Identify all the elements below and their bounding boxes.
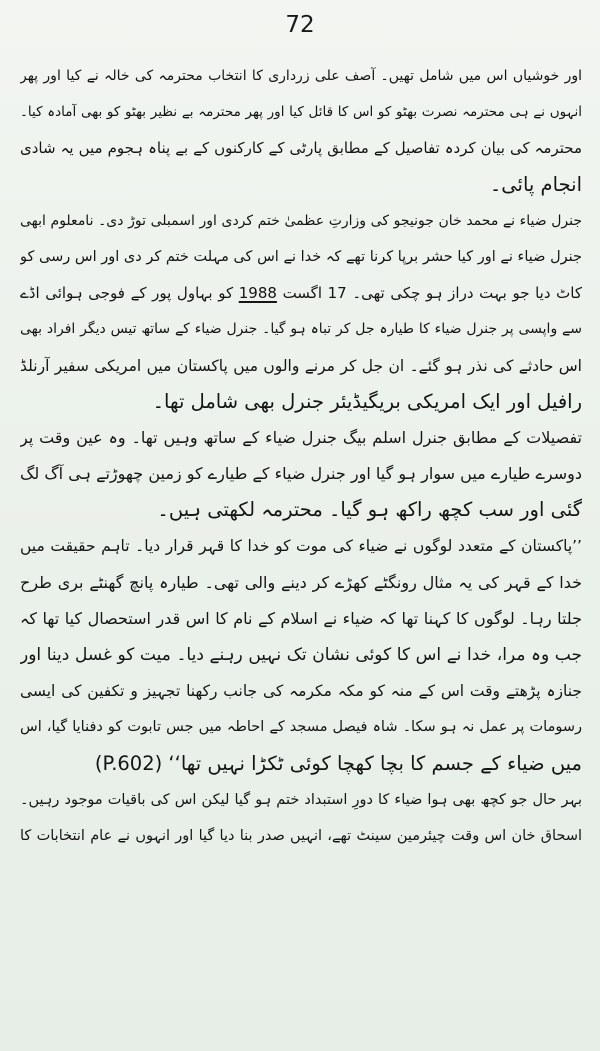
text-line-7 (20, 275, 582, 311)
text-line-13: گئی اور سب کچھ راکھ ہو گیا۔ محترمہ لکھتی ہیں۔ (157, 498, 582, 522)
quote-line-2: خدا کے قہر کی یہ مثال رونگٹے کھڑے کر دینے والی تھی۔ طیارہ پانچ گھنٹے بری طرح (20, 572, 582, 592)
text-line-4: انجام پائی۔ (489, 172, 582, 196)
quote-line-6: رسومات پر عمل نہ ہو سکا۔ شاہ فیصل مسجد کے احاطہ میں جس تابوت کو دفنایا گیا، اس (20, 719, 582, 736)
quote-line-3: جلتا رہا۔ لوگوں کا کہنا تھا کہ ضیاء نے اسلام کے نام کا اس قدر استحصال کیا تھا کہ (20, 608, 582, 628)
text-line-2: انہوں نے ہی محترمہ نصرت بھٹو کو اس کا قائل کیا اور پھر محترمہ بے نظیر بھٹو کو بھی آمادہ کیا۔ (20, 104, 582, 121)
text-line-7-end: کو بہاول پور کے فوجی ہوائی اڈے (20, 284, 234, 303)
text-line-12: دوسرے طیارے میں سوار ہو گیا اور جنرل ضیاء کے طیارے کو زمین چھوڑتے ہی آگ لگ (20, 464, 582, 484)
text-line-22: اسحاق خان اس وقت چیئرمین سینٹ تھے، انہیں صدر بنا دیا گیا اور انہوں نے عام انتخابات کا (20, 827, 582, 844)
urdu-text-body (20, 58, 582, 854)
quote-line-1: ’’پاکستان کے متعدد لوگوں نے ضیاء کی موت کو خدا کا قہر قرار دیا۔ تاہم حقیقت میں (20, 537, 582, 556)
text-line-1: اور خوشیاں اس میں شامل تھیں۔ آصف علی زرداری کا انتخاب محترمہ کی خالہ نے کیا اور پھر (20, 68, 582, 84)
text-line-8: سے واپسی پر جنرل ضیاء کا طیارہ جل کر تباہ ہو گیا۔ جنرل ضیاء کے ساتھ تیس دیگر افراد بھی (20, 321, 582, 338)
text-line-3: محترمہ کی بیان کردہ تفاصیل کے مطابق پارٹی کے کارکنوں کے بے پناہ ہجوم میں یہ شادی (20, 139, 582, 158)
underlined-year: 1988 (238, 284, 277, 303)
text-line-9: اس حادثے کی نذر ہو گئے۔ ان جل کر مرنے والوں میں پاکستان میں امریکی سفیر آرنلڈ (20, 356, 582, 375)
text-line-11: تفصیلات کے مطابق جنرل اسلم بیگ جنرل ضیاء کے ساتھ وہیں تھا۔ وہ عین وقت پر (20, 427, 582, 447)
text-line-7-start: کاٹ دیا جو بہت دراز ہو چکی تھی۔ 17 اگست (282, 284, 582, 303)
text-line-10: رافیل اور ایک امریکی بریگیڈیئر جنرل بھی شامل تھا۔ (152, 389, 582, 413)
text-line-5: جنرل ضیاء نے محمد خان جونیجو کی وزارتِ عظمیٰ ختم کردی اور اسمبلی توڑ دی۔ نامعلوم ابھی (20, 212, 582, 229)
page-number: 72 (285, 12, 315, 38)
quote-line-5: جنازہ پڑھتے وقت اس کے منہ کو مکہ مکرمہ کی جانب رکھنا تجہیز و تکفین کی ایسی (20, 682, 582, 701)
text-line-6: جنرل ضیاء نے اور کیا حشر برپا کرنا تھے کہ خدا نے اس کی مہلت ختم کر دی اور اس رسی کو (20, 248, 582, 265)
quote-line-4: جب وہ مرا، خدا نے اس کا کوئی نشان تک نہیں رہنے دیا۔ میت کو غسل دینا اور (20, 645, 582, 665)
quote-line-7: میں ضیاء کے جسم کا بچا کھچا کوئی ٹکڑا نہیں تھا‘‘ (P.602) (94, 751, 582, 775)
text-line-21: بہر حال جو کچھ بھی ہوا ضیاء کا دورِ استبداد ختم ہو گیا لیکن اس کی باقیات موجود رہیں۔ (20, 791, 582, 808)
